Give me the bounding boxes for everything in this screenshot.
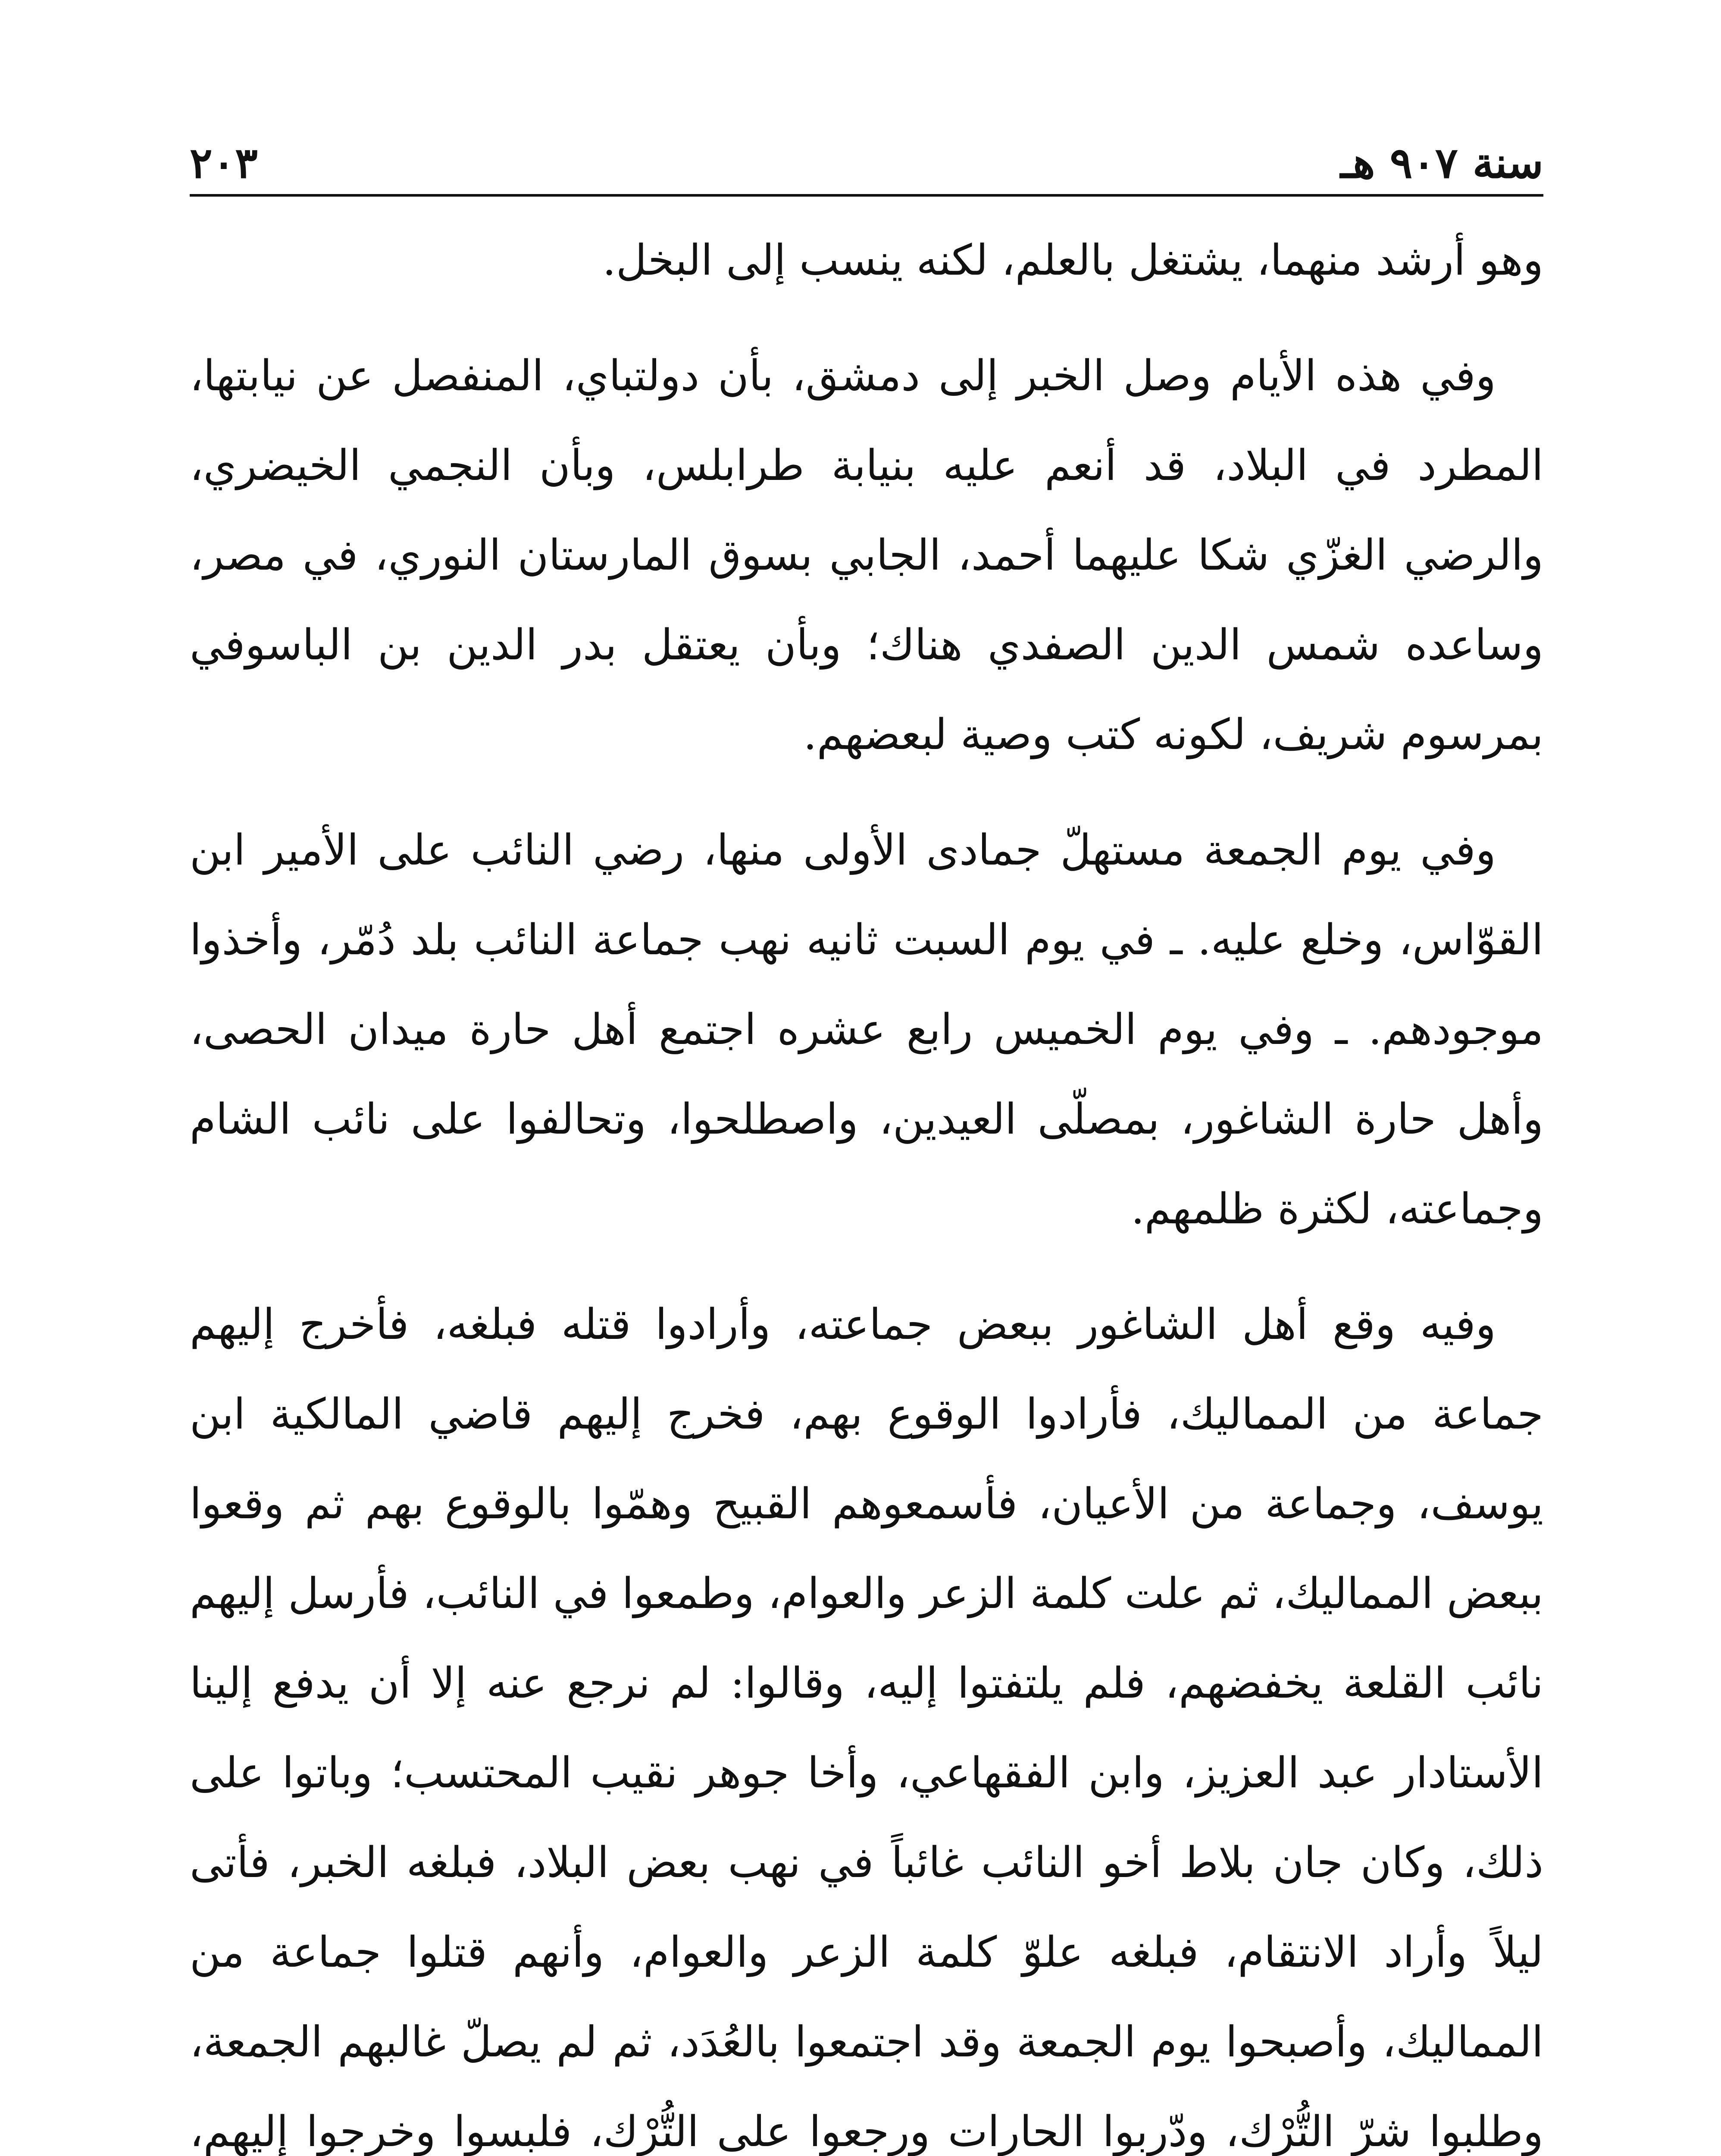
page-number: ٢٠٣ [190,138,258,188]
paragraph: وهو أرشد منهما، يشتغل بالعلم، لكنه ينسب إلى البخل. [602,236,1543,285]
page-header [190,129,1543,197]
paragraph: وفيه وقع أهل الشاغور ببعض جماعته، وأرادوا قتله فبلغه، فأخرج إليهم جماعة من المماليك، فأرادوا الوقوع بهم، فخرج إليهم قاضي المالكية ابن يوسف، وجماعة من الأعيان، فأسمعوهم القبيح وهمّوا بالوقوع بهم ثم وقعوا ببعض المماليك، ثم علت كلمة الزعر والعوام، وطمعوا في النائب، فأرسل إليهم نائب القلعة يخفضهم، فلم يلتفتوا إليه، وقالوا: لم نرجع عنه إلا أن يدفع إلينا الأستادار عبد العزيز، وابن الفقهاعي، وأخا جوهر نقيب المحتسب؛ وباتوا على ذلك، وكان جان بلاط أخو النائب غائباً في نهب بعض البلاد، فبلغه الخبر، فأتى ليلاً وأراد الانتقام، فبلغه علوّ كلمة الزعر والعوام، وأنهم قتلوا جماعة من المماليك، وأصبحوا يوم الجمعة وقد اجتمعوا بالعُدَد، ثم لم يصلّ غالبهم الجمعة، وطلبوا شرّ التُّرْك، ودّربوا الحارات ورجعوا على التُّرْك، فلبسوا وخرجوا إليهم، [190,1300,1543,2156]
paragraph: وفي يوم الجمعة مستهلّ جمادى الأولى منها، رضي النائب على الأمير ابن القوّاس، وخلع عليه. ـ في يوم السبت ثانيه نهب جماعة النائب بلد دُمّر، وأخذوا موجودهم. ـ وفي يوم الخميس رابع عشره اجتمع أهل حارة ميدان الحصى، وأهل حارة الشاغور، بمصلّى العيدين، واصطلحوا، وتحالفوا على نائب الشام وجماعته، لكثرة ظلمهم. [190,826,1543,1234]
body-text [190,216,1543,2156]
paragraph: وفي هذه الأيام وصل الخبر إلى دمشق، بأن دولتباي، المنفصل عن نيابتها، المطرد في البلاد، قد أنعم عليه بنيابة طرابلس، وبأن النجمي الخيضري، والرضي الغزّي شكا عليهما أحمد، الجابي بسوق المارستان النوري، في مصر، وساعده شمس الدين الصفدي هناك؛ وبأن يعتقل بدر الدين بن الباسوفي بمرسوم شريف، لكونه كتب وصية لبعضهم. [190,351,1543,759]
running-title: سنة ٩٠٧ هـ [1340,138,1543,188]
